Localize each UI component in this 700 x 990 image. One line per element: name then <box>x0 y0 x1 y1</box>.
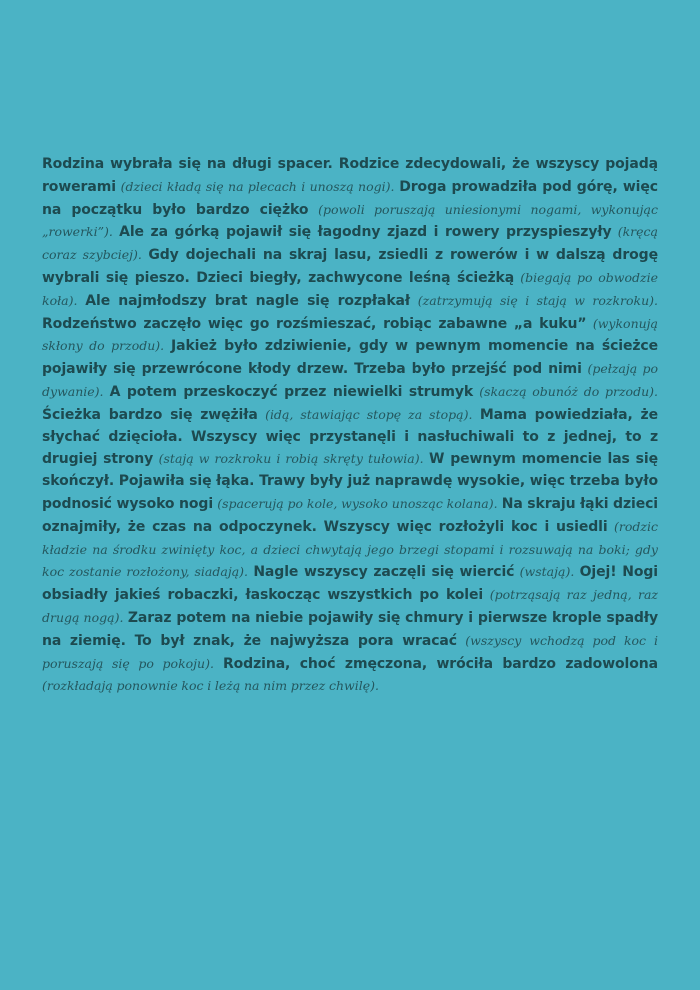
narration-text: Ale najmłodszy brat nagle się rozpłakał <box>85 292 410 309</box>
narration-text: Gdy dojechali na skraj lasu, zsiedli z rowerów i w dalszą drogę wybrali się pieszo. Dzieci biegły, zachwycone leśną ścieżką <box>42 247 658 286</box>
instruction-text: (zatrzymują się i stają w rozkroku). <box>417 292 658 308</box>
narration-text: Droga prowadziła pod górę, więc na początku było bardzo ciężko <box>42 178 658 218</box>
instruction-text: (spacerują po kole, wysoko unosząc kolana). <box>217 495 498 511</box>
narration-text: Mama powiedziała, że słychać dzięcioła. Wszyscy więc przystanęli i nasłuchiwali to z jednej, to z drugiej strony <box>42 406 658 468</box>
instruction-text: (idą, stawiając stopę za stopą). <box>265 406 473 422</box>
instruction-text: (biegają po obwodzie koła). <box>42 269 658 308</box>
narration-text: Jakież było zdziwienie, gdy w pewnym momencie na ścieżce pojawiły się przewrócone kłody drzew. Trzeba było przejść pod nimi <box>42 338 659 378</box>
instruction-text: (wykonują skłony do przodu). <box>42 315 658 354</box>
instruction-text: (rodzic kładzie na środku zwinięty koc, a dzieci chwytają jego brzegi stopami i rozsuwają na boki; gdy koc zostanie rozłożony, siadają). <box>42 518 658 580</box>
instruction-text: (wszyscy wchodzą pod koc i poruszają się po pokoju). <box>42 632 658 671</box>
narration-text: Rodzina wybrała się na długi spacer. Rodzice zdecydowali, że wszyscy pojadą rowerami <box>42 156 658 195</box>
story-paragraph <box>42 154 658 698</box>
instruction-text: (pełzają po dywanie). <box>42 361 658 399</box>
narration-text: Na skraju łąki dzieci oznajmiły, że czas na odpoczynek. Wszyscy więc rozłożyli koc i usiedli <box>42 495 658 535</box>
narration-text: Ojej! Nogi obsiadły jakieś robaczki, łaskocząc wszystkich po kolei <box>42 564 658 604</box>
narration-text: W pewnym momencie las się skończył. Pojawiła się łąka. Trawy były już naprawdę wysokie, więc trzeba było podnosić wysoko nogi <box>42 451 658 512</box>
narration-text: Rodzina, choć zmęczona, wróciła bardzo zadowolona <box>222 655 658 672</box>
instruction-text: (wstają). <box>519 564 575 580</box>
narration-text: Ale za górką pojawił się łagodny zjazd i rowery przyspieszyły <box>119 224 612 241</box>
instruction-text: (stają w rozkroku i robią skręty tułowia). <box>158 451 424 467</box>
instruction-text: (skaczą obunóż do przodu). <box>479 383 658 399</box>
narration-text: Nagle wszyscy zaczęli się wiercić <box>253 564 515 581</box>
narration-text: A potem przeskoczyć przez niewielki strumyk <box>109 383 474 400</box>
instruction-text: (kręcą coraz szybciej). <box>42 224 658 263</box>
instruction-text: (powoli poruszają uniesionymi nogami, wykonując „rowerki”). <box>42 201 658 240</box>
narration-text: Zaraz potem na niebie pojawiły się chmury i pierwsze krople spadły na ziemię. To był znak, że najwyższa pora wracać <box>42 609 658 649</box>
instruction-text: (potrząsają raz jedną, raz drugą nogą). <box>42 587 658 625</box>
narration-text: Ścieżka bardzo się zwężiła <box>42 406 258 423</box>
instruction-text: (dzieci kładą się na plecach i unoszą nogi). <box>120 178 395 194</box>
instruction-text: (rozkładają ponownie koc i leżą na nim przez chwilę). <box>42 678 379 694</box>
narration-text: Rodzeństwo zaczęło więc go rozśmieszać, robiąc zabawne „a kuku” <box>42 315 587 332</box>
